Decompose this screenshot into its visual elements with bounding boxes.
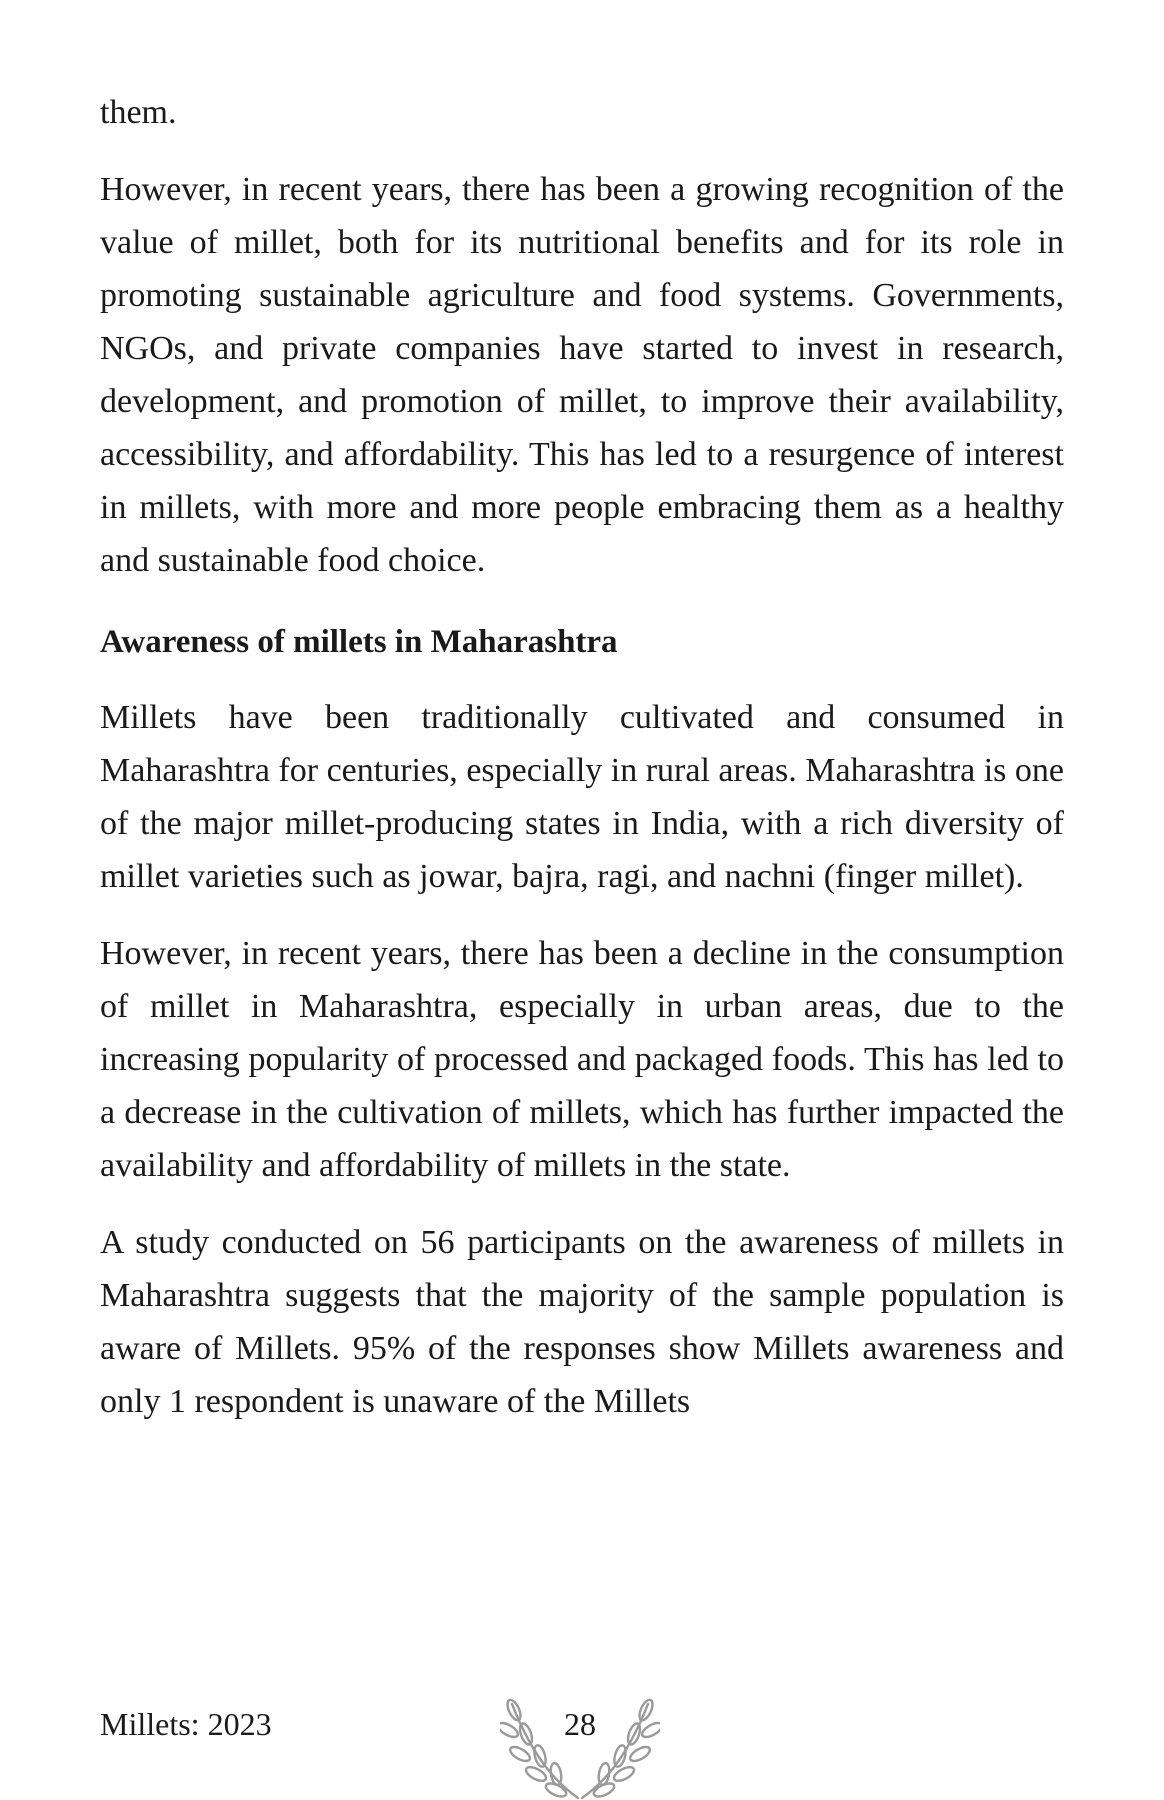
page-number: 28 xyxy=(564,1706,596,1742)
paragraph-recognition: However, in recent years, there has been a growing recognition of the value of millet, both for its nutritional benefits and for its role in promoting sustainable agriculture and food systems. Governments, NGOs, and private companies have started to invest in research, development, and promotion of millet, to improve their availability, accessibility, and affordability. This has led to a resurgence of interest in millets, with more and more people embracing them as a healthy and sustainable food choice. xyxy=(100,171,1064,579)
paragraph-decline: However, in recent years, there has been a decline in the consumption of millet in Maharashtra, especially in urban areas, due to the increasing popularity of processed and packaged foods. This has led to a decrease in the cultivation of millets, which has further impacted the availability and affordability of millets in the state. xyxy=(100,935,1064,1184)
footer-emblem xyxy=(500,1696,660,1800)
page-body xyxy=(100,86,1064,1428)
footer-book-title: Millets: 2023 xyxy=(100,1706,272,1742)
section-heading: Awareness of millets in Maharashtra xyxy=(100,624,618,660)
paragraph-study: A study conducted on 56 participants on the awareness of millets in Maharashtra suggests that the majority of the sample population is aware of Millets. 95% of the responses show Millets awareness and only 1 respondent is unaware of the Millets xyxy=(100,1224,1064,1420)
continued-text: them. xyxy=(100,94,177,131)
paragraph-tradition: Millets have been traditionally cultivated and consumed in Maharashtra for centuries, especially in rural areas. Maharashtra is one of the major millet-producing states in India, with a rich diversity of millet varieties such as jowar, bajra, ragi, and nachni (finger millet). xyxy=(100,699,1064,895)
